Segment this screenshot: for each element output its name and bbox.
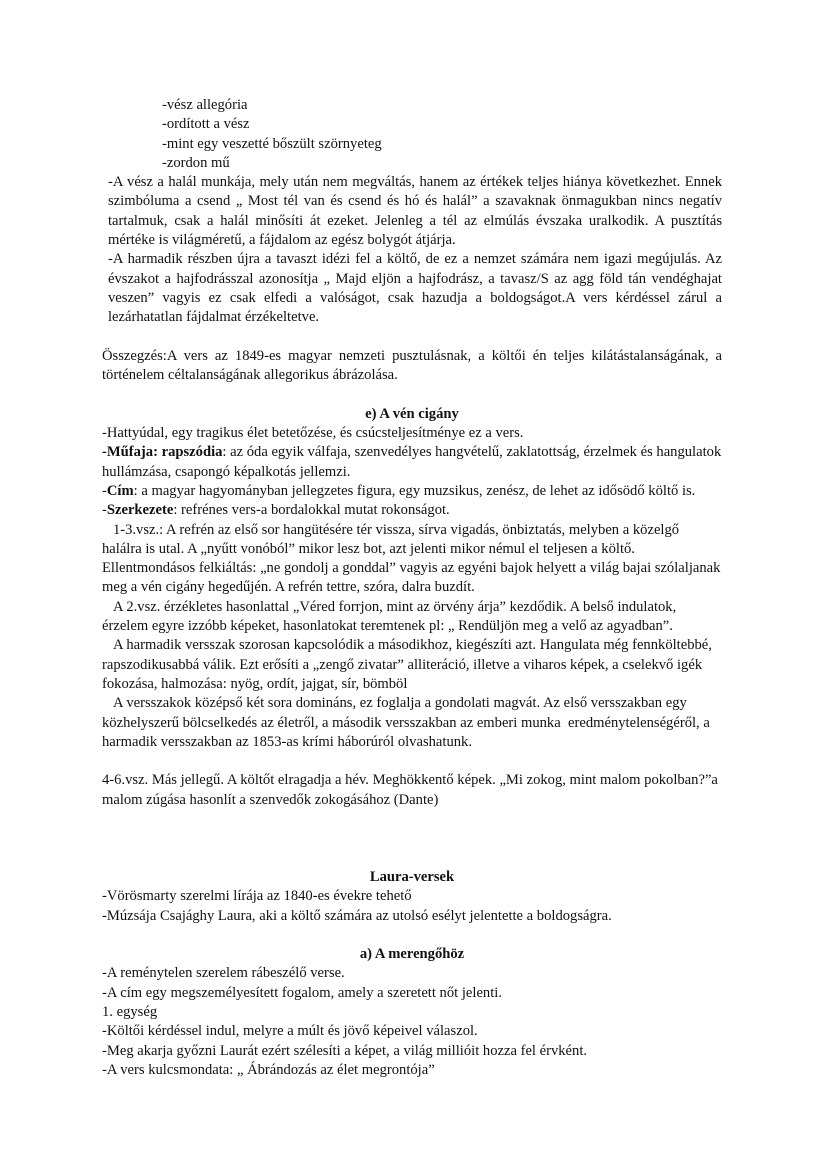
list-item: -zordon mű [162,154,230,171]
list-item: -mint egy veszetté bőszült szörnyeteg [162,135,382,152]
mufaj-text: : az óda egyik válfaja, szenvedélyes hangvételű, zaklatottság, érzelmek és hangulatok hullámzása, csapongó képalkotás jellemzi. [102,444,722,480]
line-laura-1: -Vörösmarty szerelmi lírája az 1840-es évekre tehető [102,888,412,905]
line-hattyudal: -Hattyúdal, egy tragikus élet betetőzése, és csúcsteljesítménye ez a vers. [102,425,524,442]
summary-paragraph: Összegzés:A vers az 1849-es magyar nemzeti pusztulásnak, a költői én teljes kilátástalanságának, a történelem céltalanságának allegorikus ábrázolása. [102,347,722,384]
mufaj-term: rapszódia [161,444,223,461]
paragraph-vsz-2: A 2.vsz. érzékletes hasonlattal „Véred forrjon, mint az örvény árja” kezdődik. A belső indulatok, érzelem egyre izzóbb képeket, hasonlatokat teremtenek pl: „ Rendüljön meg a velő az agyadban”. [102,598,680,635]
line-merengo-5: -Meg akarja győzni Laurát ezért szélesíti a képet, a világ millióit hozza fel érvként. [102,1042,588,1059]
cim-prefix: - [102,482,107,499]
paragraph-spring: -A harmadik részben újra a tavaszt idézi fel a költő, de ez a nemzet számára nem igazi megújulás. Az évszakot a hajfodrásszal azonosítja „ Majd eljön a hajfodrász, a tavasz/S az agg föld tán vendéghajat veszen” vagyis ez csak elfedi a valóságot, csak hazudja a boldogságot.A vers kérdéssel zárul a lezárhatatlan fájdalmat érzékeltetve. [108,251,722,326]
line-merengo-2: -A cím egy megszemélyesített fogalom, amely a szeretett nőt jelenti. [102,984,502,1001]
list-item: -vész allegória [162,97,248,113]
line-merengo-4: -Költői kérdéssel indul, melyre a múlt és jövő képeivel válaszol. [102,1023,478,1040]
szerk-text: : refrénes vers-a bordalokkal mutat rokonságot. [173,502,450,519]
mufaj-label: Műfaja [106,444,154,461]
line-szerkezete [102,501,722,520]
mufaj-sep: : [153,444,162,461]
line-laura-2: -Múzsája Csajághy Laura, aki a költő számára az utolsó esélyt jelentette a boldogságra. [102,907,612,924]
list-item: -ordított a vész [162,116,250,133]
line-merengo-3: 1. egység [102,1004,158,1021]
paragraph-vsz-1-3: 1-3.vsz.: A refrén az első sor hangütésére tér vissza, sírva vigadás, önbiztatás, melyben a közelgő halálra is utal. A „nyűtt vonóból” mikor lesz bot, azt jelenti mikor némul el teljesen a költő. Ellentmondásos felkiáltás: „ne gondolj a gonddal” vagyis az egyéni bajok helyett a világ bajai szólaljanak meg a vén cigány hegedűjén. A refrén tettre, szóra, dalra buzdít. [102,521,725,596]
mufaj-prefix: - [102,444,107,461]
line-mufaja [102,443,722,482]
paragraph-death: -A vész a halál munkája, mely után nem megváltás, hanem az értékek teljes hiánya következhet. Ennek szimbóluma a csend „ Most tél van és csend és hó és halál” a szavaknak önmagukban nincs negatív tartalmuk, csak a halál minősíti át ezeket. Jelenleg a tél az elmúlás évszaka uralkodik. A pusztítás mértéke is világméretű, a fájdalom az egész bolygót átjárja. [108,174,722,249]
line-merengo-6: -A vers kulcsmondata: „ Ábrándozás az élet megrontója” [102,1061,435,1078]
section-title-merengo: a) A merengőhöz [359,946,465,963]
section-title-ven-cigany: e) A vén cigány [365,405,459,422]
paragraph-middle-lines: A versszakok középső két sora domináns, ez foglalja a gondolati magvát. Az első versszakban egy közhelyszerű bölcselkedés az életről, a második versszakban az emberi munka eredménytelenségéről, a harmadik versszakban az 1853-as krími háborúról olvashatunk. [102,695,714,750]
cim-label: Cím [106,482,134,499]
paragraph-vsz-4-6: 4-6.vsz. Más jellegű. A költőt elragadja a hév. Meghökkentő képek. „Mi zokog, mint malom pokolban?”a malom zúgása hasonlít a szenvedők zokogásához (Dante) [102,772,718,808]
szerk-label: Szerkezete [106,502,174,519]
cim-text: : a magyar hagyományban jellegzetes figura, egy muzsikus, zenész, de lehet az idősödő költő is. [133,482,696,499]
line-merengo-1: -A reménytelen szerelem rábeszélő verse. [102,965,345,982]
paragraph-vsz-3: A harmadik versszak szorosan kapcsolódik a másodikhoz, kiegészíti azt. Hangulata még fennköltebbé, rapszodikusabbá válik. Ezt erősíti a „zengő zivatar” alliteráció, illetve a viharos képek, a cselekvő igék fokozása, halmozása: nyög, ordít, jajgat, sír, bömböl [102,637,716,692]
line-cim [102,482,722,501]
section-title-laura: Laura-versek [369,868,455,885]
szerk-prefix: - [102,502,107,519]
